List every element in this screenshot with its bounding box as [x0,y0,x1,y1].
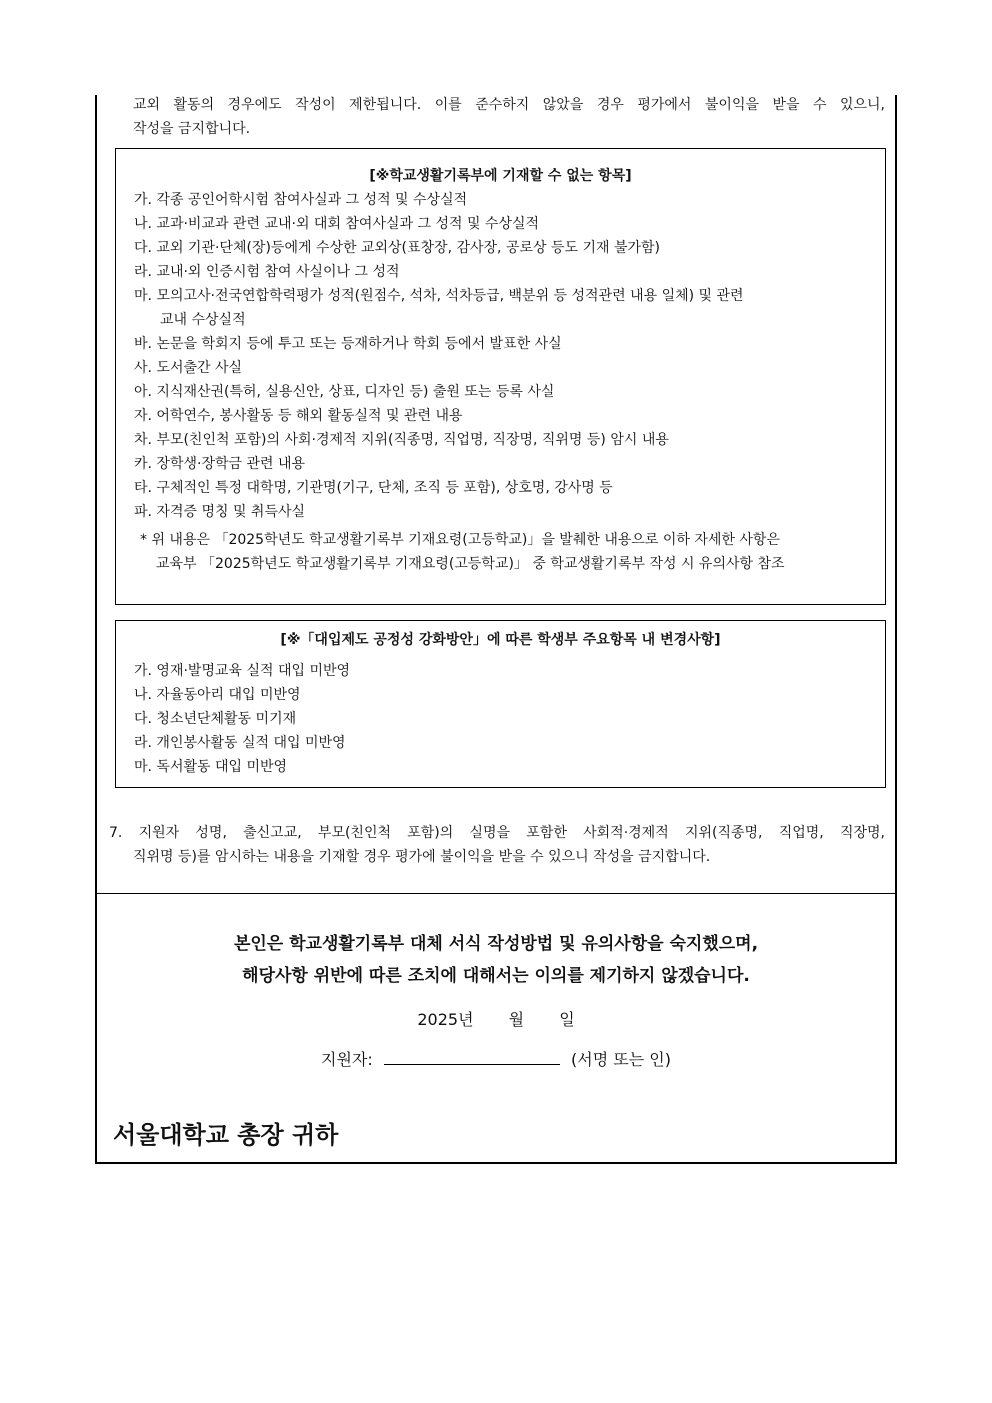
signature-label: 지원자: [321,1050,373,1069]
declaration-line-1: 본인은 학교생활기록부 대체 서식 작성방법 및 유의사항을 숙지했으며, [233,934,759,954]
changes-box [115,620,886,788]
list-item: 마. 독서활동 대입 미반영 [134,759,288,775]
prohibited-box-title: [※학교생활기록부에 기재할 수 없는 항목] [369,168,632,184]
list-item: 카. 장학생·장학금 관련 내용 [134,456,306,472]
list-item: 라. 교내·외 인증시험 참여 사실이나 그 성적 [134,264,400,280]
item-7-line-1: 7. 지원자 성명, 출신고교, 부모(친인척 포함)의 실명을 포함한 사회적·경제적 지위(직종명, 직업명, 직장명, [109,825,885,841]
addressee: 서울대학교 총장 귀하 [113,1120,339,1149]
list-item: 다. 청소년단체활동 미기재 [134,711,297,727]
item-7-paragraph [109,821,885,869]
list-item: 차. 부모(친인척 포함)의 사회·경제적 지위(직종명, 직업명, 직장명, 직위명 등) 암시 내용 [134,432,669,448]
list-item: 파. 자격증 명칭 및 취득사실 [134,504,306,520]
list-item: 나. 자율동아리 대입 미반영 [134,687,301,703]
list-item-continuation: 교내 수상실적 [160,312,246,328]
reference-note-line-2: 교육부 「2025학년도 학교생활기록부 기재요령(고등학교)」 중 학교생활기록부 작성 시 유의사항 참조 [156,556,785,572]
list-item: 나. 교과·비교과 관련 교내·외 대회 참여사실과 그 성적 및 수상실적 [134,216,540,232]
signature-row [97,1047,895,1070]
intro-paragraph [133,93,885,141]
declaration-line-2: 해당사항 위반에 따른 조치에 대해서는 이의를 제기하지 않겠습니다. [242,966,750,986]
list-item: 마. 모의고사·전국연합학력평가 성적(원점수, 석차, 석차등급, 백분위 등 성적관련 내용 일체) 및 관련 [134,288,744,304]
prohibited-items-box [115,148,886,605]
form-frame [95,95,897,1164]
changes-box-title: [※「대입제도 공정성 강화방안」에 따른 학생부 주요항목 내 변경사항] [280,632,721,648]
list-item: 바. 논문을 학회지 등에 투고 또는 등재하거나 학회 등에서 발표한 사실 [134,336,562,352]
reference-note-line-1: * 위 내용은 「2025학년도 학교생활기록부 기재요령(고등학교)」을 발췌한 내용으로 이하 자세한 사항은 [140,532,780,548]
section-divider [97,893,895,894]
list-item: 아. 지식재산권(특허, 실용신안, 상표, 디자인 등) 출원 또는 등록 사실 [134,384,555,400]
date-day[interactable]: 일 [559,1010,575,1029]
list-item: 라. 개인봉사활동 실적 대입 미반영 [134,735,346,751]
signature-input-line[interactable] [384,1048,560,1065]
list-item: 다. 교외 기관·단체(장)등에게 수상한 교외상(표창장, 감사장, 공로상 등도 기재 불가함) [134,240,660,256]
list-item: 가. 영재·발명교육 실적 대입 미반영 [134,663,351,679]
list-item: 사. 도서출간 사실 [134,360,243,376]
signature-suffix: (서명 또는 인) [571,1050,671,1069]
intro-line-2: 작성을 금지합니다. [133,121,251,137]
date-month[interactable]: 월 [508,1010,525,1029]
item-7-line-2: 직위명 등)를 암시하는 내용을 기재할 경우 평가에 불이익을 받을 수 있으니 작성을 금지합니다. [133,849,711,865]
list-item: 가. 각종 공인어학시험 참여사실과 그 성적 및 수상실적 [134,192,468,208]
list-item: 타. 구체적인 특정 대학명, 기관명(기구, 단체, 조직 등 포함), 상호명, 강사명 등 [134,480,613,496]
date-row [97,1007,895,1030]
date-year: 2025년 [417,1010,474,1029]
list-item: 자. 어학연수, 봉사활동 등 해외 활동실적 및 관련 내용 [134,408,463,424]
intro-line-1: 교외 활동의 경우에도 작성이 제한됩니다. 이를 준수하지 않았을 경우 평가에서 불이익을 받을 수 있으니, [133,97,885,113]
